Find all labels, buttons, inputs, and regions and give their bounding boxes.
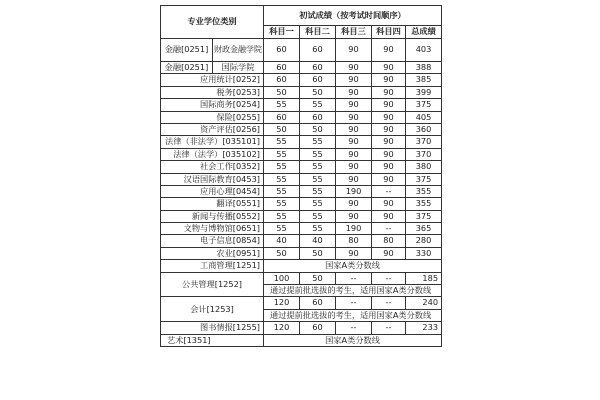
table-row (161, 247, 442, 259)
row-score-4: -- (372, 185, 406, 197)
row-score-4: -- (372, 297, 406, 309)
row-score-2: 60 (300, 322, 336, 334)
table-row (161, 210, 442, 222)
table-row (161, 198, 442, 210)
row-score-2: 55 (300, 198, 336, 210)
row-score-3: 90 (336, 39, 372, 62)
row-score-3: 90 (336, 99, 372, 111)
row-score-4: -- (372, 322, 406, 334)
row-score-2: 60 (300, 74, 336, 86)
row-total: 403 (406, 39, 442, 62)
row-major: 法律（法学）[035102] (161, 148, 264, 160)
row-score-3: 90 (336, 247, 372, 259)
row-total: 360 (406, 123, 442, 135)
row-score-1: 55 (264, 223, 300, 235)
row-major: 翻译[0551] (161, 198, 264, 210)
row-score-4: 90 (372, 148, 406, 160)
row-score-3: 90 (336, 136, 372, 148)
row-score-1: 100 (264, 272, 300, 284)
row-total: 233 (406, 322, 442, 334)
row-major: 国际商务[0254] (161, 99, 264, 111)
row-major: 法律（非法学）[035101] (161, 136, 264, 148)
row-dept: 国际学院 (213, 62, 264, 74)
header-group-title: 初试成绩（按考试时间顺序） (264, 6, 442, 26)
row-score-3: 90 (336, 111, 372, 123)
row-total: 375 (406, 173, 442, 185)
row-major: 图书情报[1255] (161, 322, 264, 334)
row-major: 新闻与传播[0552] (161, 210, 264, 222)
row-score-2: 40 (300, 235, 336, 247)
row-score-4: 90 (372, 247, 406, 259)
table-row-yishu (161, 334, 442, 346)
row-major: 应用心理[0454] (161, 185, 264, 197)
row-score-2: 50 (300, 123, 336, 135)
row-total: 375 (406, 210, 442, 222)
row-score-1: 55 (264, 198, 300, 210)
row-score-2: 55 (300, 161, 336, 173)
row-score-4: 90 (372, 210, 406, 222)
row-score-2: 50 (300, 247, 336, 259)
row-major: 电子信息[0854] (161, 235, 264, 247)
row-score-3: 90 (336, 86, 372, 98)
row-score-4: 90 (372, 123, 406, 135)
row-major: 农业[0951] (161, 247, 264, 259)
row-score-1: 120 (264, 297, 300, 309)
row-note: 通过提前批选拔的考生，适用国家A类分数线 (264, 285, 442, 297)
score-table-container (160, 5, 441, 347)
row-score-2: 60 (300, 62, 336, 74)
table-row (161, 86, 442, 98)
table-row (161, 136, 442, 148)
row-major: 资产评估[0256] (161, 123, 264, 135)
row-major: 金融[0251] (161, 39, 213, 62)
header-col-subject3: 科目三 (336, 26, 372, 39)
table-row (161, 123, 442, 135)
table-row (161, 62, 442, 74)
row-score-4: -- (372, 272, 406, 284)
table-row (161, 111, 442, 123)
row-score-2: 55 (300, 210, 336, 222)
table-row-tushu (161, 322, 442, 334)
table-row (161, 148, 442, 160)
row-score-3: 90 (336, 123, 372, 135)
table-row (161, 99, 442, 111)
row-total: 355 (406, 198, 442, 210)
row-score-1: 40 (264, 235, 300, 247)
row-total: 330 (406, 247, 442, 259)
row-score-2: 55 (300, 99, 336, 111)
row-major: 社会工作[0352] (161, 161, 264, 173)
row-total: 405 (406, 111, 442, 123)
row-score-2: 60 (300, 39, 336, 62)
table-row-gonggong (161, 272, 442, 284)
row-major: 文物与博物馆[0651] (161, 223, 264, 235)
row-major: 税务[0253] (161, 86, 264, 98)
row-score-4: 90 (372, 86, 406, 98)
table-row (161, 223, 442, 235)
row-score-3: 80 (336, 235, 372, 247)
row-major: 金融[0251] (161, 62, 213, 74)
row-major: 工商管理[1251] (161, 260, 264, 272)
row-score-1: 60 (264, 111, 300, 123)
row-score-4: 90 (372, 161, 406, 173)
row-score-2: 60 (300, 297, 336, 309)
row-score-2: 55 (300, 148, 336, 160)
row-total: 280 (406, 235, 442, 247)
table-row-gongshang (161, 260, 442, 272)
row-note: 国家A类分数线 (264, 334, 442, 346)
row-score-3: 90 (336, 173, 372, 185)
row-total: 240 (406, 297, 442, 309)
table-row-kuaiji (161, 297, 442, 309)
row-score-4: 90 (372, 111, 406, 123)
row-score-3: 90 (336, 74, 372, 86)
header-col-subject2: 科目二 (300, 26, 336, 39)
row-score-1: 55 (264, 210, 300, 222)
score-table (160, 5, 442, 347)
row-total: 370 (406, 148, 442, 160)
row-score-3: 190 (336, 185, 372, 197)
row-score-1: 55 (264, 136, 300, 148)
row-score-1: 55 (264, 173, 300, 185)
row-score-4: 90 (372, 62, 406, 74)
row-score-3: -- (336, 322, 372, 334)
row-total: 380 (406, 161, 442, 173)
row-score-4: -- (372, 223, 406, 235)
row-score-4: 90 (372, 198, 406, 210)
row-score-2: 60 (300, 111, 336, 123)
row-score-1: 50 (264, 123, 300, 135)
row-score-3: -- (336, 272, 372, 284)
header-col-subject1: 科目一 (264, 26, 300, 39)
row-score-1: 50 (264, 247, 300, 259)
row-score-1: 55 (264, 185, 300, 197)
row-score-1: 120 (264, 322, 300, 334)
row-score-3: 90 (336, 148, 372, 160)
row-score-4: 90 (372, 39, 406, 62)
row-score-3: -- (336, 297, 372, 309)
row-score-2: 55 (300, 223, 336, 235)
row-score-4: 90 (372, 99, 406, 111)
row-score-2: 55 (300, 136, 336, 148)
header-col-subject4: 科目四 (372, 26, 406, 39)
row-major: 艺术[1351] (161, 334, 264, 346)
row-major: 汉语国际教育[0453] (161, 173, 264, 185)
row-score-1: 50 (264, 86, 300, 98)
row-dept: 财政金融学院 (213, 39, 264, 62)
table-row (161, 161, 442, 173)
row-note: 通过提前批选拔的考生，适用国家A类分数线 (264, 309, 442, 321)
row-score-4: 90 (372, 74, 406, 86)
row-major: 公共管理[1252] (161, 272, 264, 297)
row-total: 185 (406, 272, 442, 284)
row-total: 370 (406, 136, 442, 148)
header-category: 专业学位类别 (161, 6, 264, 39)
table-row (161, 235, 442, 247)
row-total: 388 (406, 62, 442, 74)
row-score-3: 90 (336, 198, 372, 210)
header-col-total: 总成绩 (406, 26, 442, 39)
row-score-3: 190 (336, 223, 372, 235)
row-score-1: 55 (264, 99, 300, 111)
row-total: 385 (406, 74, 442, 86)
row-score-1: 55 (264, 161, 300, 173)
table-row (161, 173, 442, 185)
row-major: 会计[1253] (161, 297, 264, 322)
row-score-3: 90 (336, 62, 372, 74)
row-score-1: 60 (264, 62, 300, 74)
table-row (161, 74, 442, 86)
row-total: 399 (406, 86, 442, 98)
row-score-1: 55 (264, 148, 300, 160)
row-note: 国家A类分数线 (264, 260, 442, 272)
row-score-1: 60 (264, 39, 300, 62)
row-score-3: 90 (336, 210, 372, 222)
row-total: 355 (406, 185, 442, 197)
row-score-2: 50 (300, 86, 336, 98)
row-score-2: 55 (300, 185, 336, 197)
row-score-3: 90 (336, 161, 372, 173)
row-total: 365 (406, 223, 442, 235)
table-row (161, 39, 442, 62)
row-major: 应用统计[0252] (161, 74, 264, 86)
row-score-1: 60 (264, 74, 300, 86)
row-major: 保险[0255] (161, 111, 264, 123)
score-table-body (161, 39, 442, 347)
row-score-2: 50 (300, 272, 336, 284)
row-score-4: 90 (372, 173, 406, 185)
row-score-4: 90 (372, 136, 406, 148)
row-total: 375 (406, 99, 442, 111)
table-row (161, 185, 442, 197)
row-score-4: 80 (372, 235, 406, 247)
row-score-2: 55 (300, 173, 336, 185)
